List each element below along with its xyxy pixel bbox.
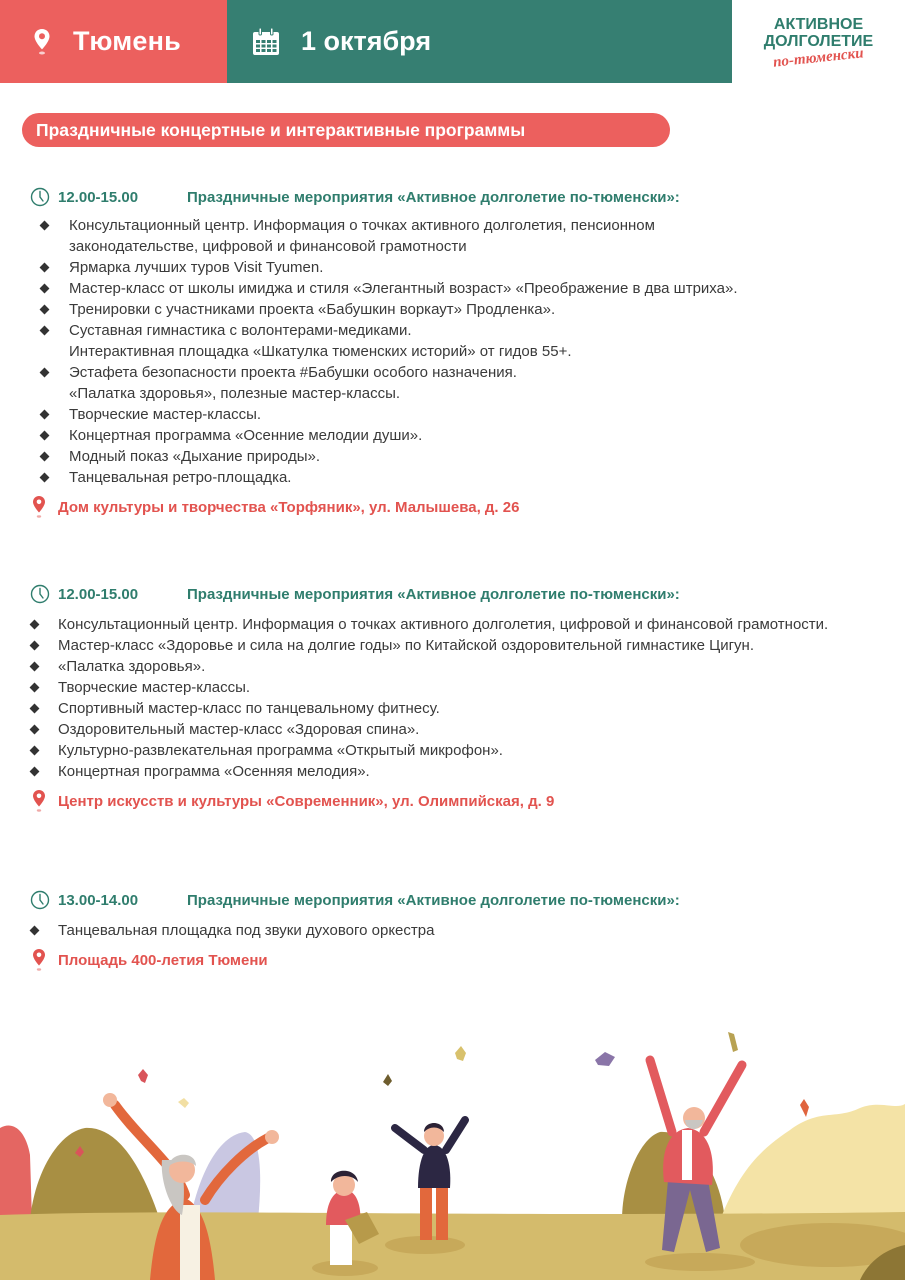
diamond-bullet-icon [30,641,40,651]
list-item [0,761,880,782]
city-name: Тюмень [73,26,181,56]
list-item [0,719,880,740]
clock-icon [30,890,50,910]
diamond-bullet-icon [40,452,50,462]
autumn-family-illustration [0,1020,905,1280]
left-red-bush [0,1126,32,1220]
item-text: Спортивный мастер-класс по танцевальному фитнесу. [58,700,440,717]
event-title: Праздничные мероприятия «Активное долголетие по-тюменски»: [187,188,680,206]
event-title: Праздничные мероприятия «Активное долголетие по-тюменски»: [187,585,680,603]
item-text: Суставная гимнастика с волонтерами-медиками. [69,322,412,339]
map-pin-icon [32,495,46,519]
event-items [0,614,905,782]
diamond-bullet-icon [30,683,40,693]
diamond-bullet-icon [30,704,40,714]
map-pin-icon [32,948,46,972]
diamond-bullet-icon [40,368,50,378]
item-text: Танцевальная площадка под звуки духового оркестра [58,922,435,939]
diamond-bullet-icon [30,662,40,672]
list-item [0,215,780,257]
item-text: Творческие мастер-классы. [58,679,251,696]
event-block-3 [0,888,905,973]
diamond-bullet-icon [40,431,50,441]
list-item [0,698,880,719]
list-item [0,740,880,761]
event-venue [0,947,905,973]
right-cream-hill [720,1104,905,1220]
list-item [0,425,780,446]
item-text: Оздоровительный мастер-класс «Здоровая спина». [58,721,420,738]
item-text: Мастер-класс «Здоровье и сила на долгие годы» по Китайской оздоровительной гимнастике Цигун. [58,637,755,654]
event-items [0,215,905,488]
event-header [0,888,905,912]
item-text: Ярмарка лучших туров Visit Tyumen. [69,259,324,276]
event-header [0,185,905,209]
list-item [0,614,880,635]
event-block-2 [0,582,905,814]
item-text: Танцевальная ретро-площадка. [69,469,292,486]
logo-line-3: по-тюменски [772,45,865,71]
list-item [0,320,780,362]
city-block [0,0,227,83]
list-item [0,656,880,677]
item-text: Консультационный центр. Информация о точках активного долголетия, цифровой и финансовой грамотности. [58,616,829,633]
list-item [0,677,880,698]
list-item [0,635,880,656]
venue-address: Площадь 400-летия Тюмени [58,951,268,969]
active-longevity-logo [732,0,905,83]
event-time: 13.00-14.00 [58,891,139,909]
item-text: Творческие мастер-классы. [69,406,262,423]
map-pin-icon [33,28,51,56]
event-items [0,920,905,941]
diamond-bullet-icon [40,473,50,483]
logo-line-2: ДОЛГОЛЕТИЕ [763,33,874,50]
list-item [0,278,780,299]
event-block-1 [0,185,905,520]
list-item [0,362,780,404]
list-item [0,299,780,320]
event-title: Праздничные мероприятия «Активное долголетие по-тюменски»: [187,891,680,909]
diamond-bullet-icon [40,221,50,231]
diamond-bullet-icon [40,263,50,273]
list-item [0,920,880,941]
item-text: «Палатка здоровья». [58,658,206,675]
event-venue [0,788,905,814]
venue-address: Центр искусств и культуры «Современник», ул. Олимпийская, д. 9 [58,792,555,810]
event-time: 12.00-15.00 [58,585,139,603]
section-title: Праздничные концертные и интерактивные программы [22,113,670,147]
event-venue [0,494,905,520]
item-text: Концертная программа «Осенние мелодии души». [69,427,423,444]
diamond-bullet-icon [40,410,50,420]
calendar-icon [251,27,281,57]
diamond-bullet-icon [30,620,40,630]
list-item [0,467,780,488]
diamond-bullet-icon [30,725,40,735]
event-header [0,582,905,606]
diamond-bullet-icon [40,305,50,315]
ground-patch [645,1253,755,1271]
event-time: 12.00-15.00 [58,188,139,206]
item-text: Эстафета безопасности проекта #Бабушки особого назначения. [69,364,517,381]
item-text: Культурно-развлекательная программа «Открытый микрофон». [58,742,503,759]
venue-address: Дом культуры и творчества «Торфяник», ул. Малышева, д. 26 [58,498,520,516]
clock-icon [30,187,50,207]
item-text: Тренировки с участниками проекта «Бабушкин воркаут» Продленка». [69,301,556,318]
list-item [0,446,780,467]
logo-line-1: АКТИВНОЕ [773,16,864,33]
list-item [0,404,780,425]
item-continuation: «Палатка здоровья», полезные мастер-классы. [69,385,401,402]
diamond-bullet-icon [40,326,50,336]
item-continuation: Интерактивная площадка «Шкатулка тюменских историй» от гидов 55+. [69,343,572,360]
list-item [0,257,780,278]
map-pin-icon [32,789,46,813]
item-text: Консультационный центр. Информация о точках активного долголетия, пенсионном законодательстве, цифровой и финансовой грамотности [69,217,655,255]
item-text: Концертная программа «Осенняя мелодия». [58,763,370,780]
event-date: 1 октября [301,26,432,56]
diamond-bullet-icon [40,284,50,294]
date-block [227,0,732,83]
diamond-bullet-icon [30,746,40,756]
clock-icon [30,584,50,604]
diamond-bullet-icon [30,767,40,777]
header-bar [0,0,905,83]
item-text: Мастер-класс от школы имиджа и стиля «Элегантный возраст» «Преображение в два штриха». [69,280,738,297]
item-text: Модный показ «Дыхание природы». [69,448,320,465]
diamond-bullet-icon [30,926,40,936]
